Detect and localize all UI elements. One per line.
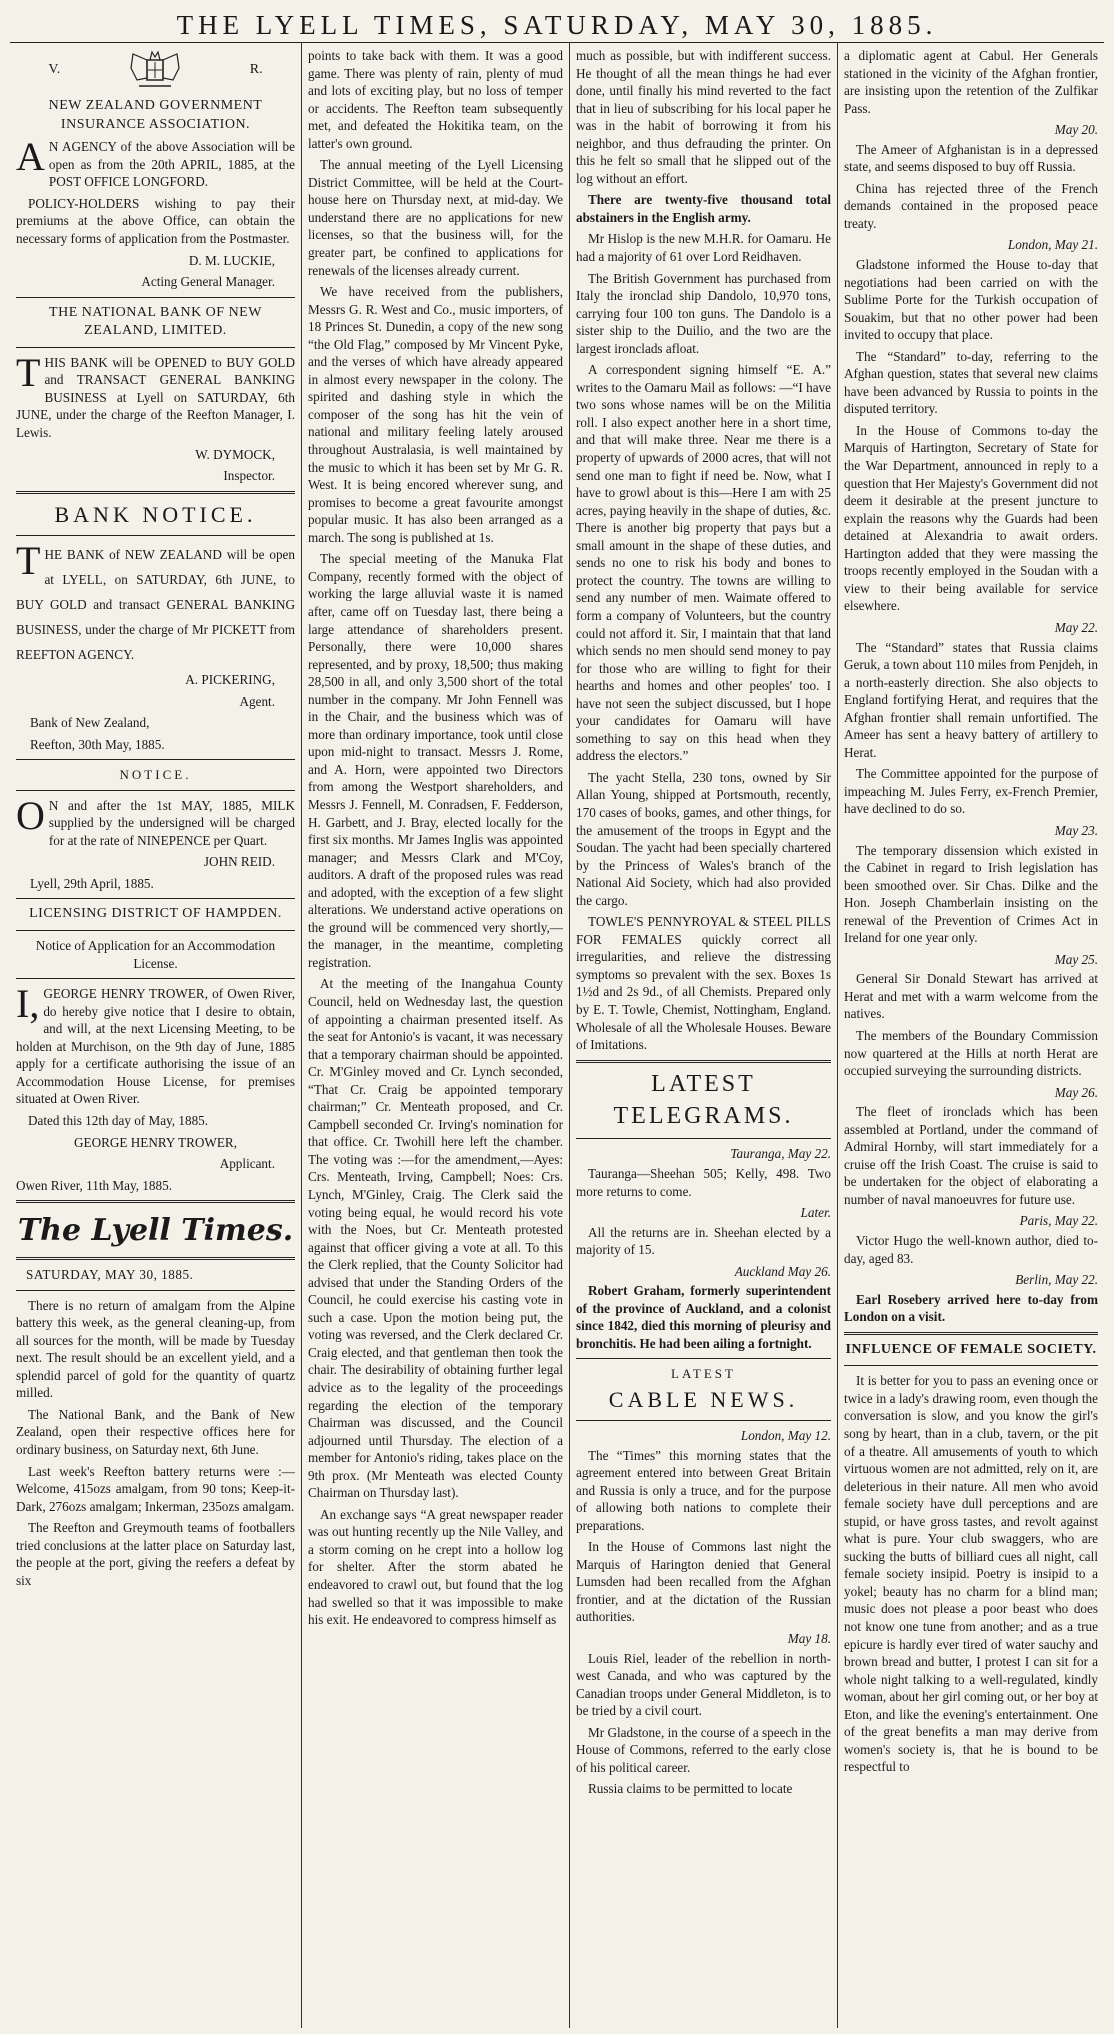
cable-text: The “Standard” states that Russia claims Geruk, a town about 110 miles from Penjdeh, in a north-easterly direction. She also objects to England fortifying Herat, and requires that the Afghan frontier shall remain unfortified. The Ameer has sent a heavy battery of artillery to Herat. <box>844 639 1098 760</box>
cable-text: The members of the Boundary Commission now quartered at the Hills at north Herat are occupied surveying the surrounding districts. <box>844 1027 1098 1079</box>
royal-crest <box>16 47 295 93</box>
telegram-text: All the returns are in. Sheehan elected by a majority of 15. <box>576 1224 831 1258</box>
insurance-signer-title: Acting General Manager. <box>141 274 275 290</box>
insurance-heading: NEW ZEALAND GOVERNMENT INSURANCE ASSOCIATION. <box>48 98 263 132</box>
divider <box>16 535 295 536</box>
news-paragraph: much as possible, but with indifferent success. He thought of all the mean things he had ever done, until finally his mind reverted to the fact that in lieu of subscribing for his local paper he was in the habit of borrowing it from his neighbor, and thus defrauding the printer. On this he felt so small that he slipped out of the log without an effort. <box>576 48 831 186</box>
licensing-text: GEORGE HENRY TROWER, of Owen River, do hereby give notice that I desire to obtain, and will, at the next Licensing Meeting, to be holden at Murchison, on the 9th day of June, 1885 apply for a certificate authorising the issue of an Accommodation House License, for premises situated at Owen River. <box>16 986 295 1107</box>
cable-text: Russia claims to be permitted to locate <box>588 1781 793 1797</box>
cable-text: Mr Gladstone, in the course of a speech in the House of Commons, referred to the early close of his political career. <box>576 1724 831 1775</box>
news-paragraph: The yacht Stella, 230 tons, owned by Sir Allan Young, shipped at Portsmouth, recently, 170 cases of books, games, and other things, for the amusement of the troops in Egypt and the Soudan. The yacht had been specially chartered by the Princess of Wales's branch of the National Aid Society, which had also provided the cargo. <box>576 769 831 908</box>
pills-advert: TOWLE'S PENNYROYAL & STEEL PILLS FOR FEMALES quickly correct all irregularities, and relieve the distressing symptoms so prevalent with the sex. Boxes 1s 1½d and 2s 9d., of all Chemists. Prepared only by E. T. Towle, Chemist, Nottingham, England. Wholesale of all the Wholesale Houses. Beware of Imitations. <box>576 914 831 1053</box>
divider <box>16 930 295 931</box>
cable-text: General Sir Donald Stewart has arrived at Herat and met with a warm welcome from the natives. <box>844 971 1098 1022</box>
divider <box>16 1257 295 1260</box>
influence-text: It is better for you to pass an evening once or twice in a lady's drawing room, even though the conversation is slow, and you know the girl's song by heart, than in a club, tavern, or the pit of a theatre. All amusements of youth to which virtuous women are not admitted, rely on it, are deleterious in their nature. All men who avoid female society have dull perceptions and are stupid, or have gross tastes, and revolt against what is pure. Your club swaggers, who are sucking the butts of billiard cues all night, call female society insipid. Poetry is insipid to a yokel; beauty has no charm for a blind man; music does not please a poor beast who does not know one tune from another; and as a true epicure is hardly ever tired of water sauchy and brown bread and butter, I protest I can sit for a whole night talking to a well-regulated, kindly woman, about her girl coming out, or her boy at Eton, and like the evening's entertainment. One of the great benefits a man may derive from women's society is, that he is bound to be respectful to <box>844 1373 1098 1775</box>
national-bank-signer-title: Inspector. <box>223 468 275 484</box>
masthead-title: THE LYELL TIMES, SATURDAY, MAY 30, 1885. <box>176 10 938 40</box>
divider <box>16 759 295 760</box>
notice-text: N and after the 1st MAY, 1885, MILK supplied by the undersigned will be charged for at the rate of NINEPENCE per Quart. <box>48 797 295 848</box>
news-paragraph: points to take back with them. It was a good game. There was plenty of rain, plenty of mud and lots of exciting play, but no loss of temper or accidents. The Reefton team subsequently met, and defeated the Hokitika team, on the latter's own ground. <box>308 48 563 151</box>
licensing-heading: LICENSING DISTRICT OF HAMPDEN. <box>29 906 282 922</box>
insurance-dropcap: A <box>16 134 45 180</box>
cable-latest-label: LATEST <box>671 1366 736 1382</box>
news-paragraph: At the meeting of the Inangahua County Council, held on Wednesday last, the question of appointing a chairman presented itself. As the seat for Antonio's is vacant, it was necessary that a temporary chairman should be appointed. Cr. M'Ginley moved and Cr. Lynch seconded, “That Cr. Craig be appointed temporary chairman;” Cr. Menteath proposed, and Cr. Campbell seconded Cr. Irving's nomination for that office. Cr. Twohill here left the chamber. The voting was :—for the amendment,—Ayes: Crs. Menteath, Irving, Campbell; Noes: Crs. Lynch, M'Ginley, Craig. The Clerk said the voting being equal, he would record his vote with the Noes, but Cr. Menteath protested against that officer giving a vote at all. To this the Clerk replied, that the County Solicitor had advised that under the Standing Orders of the Council, he could exercise his casting vote in such a case. Upon the motion being put, the voting was reversed, and the Clerk declared Cr. Craig elected, and that gentleman then took the chair. The desirability of obtaining further legal advice as to the legality of the proceedings regarding the election of the temporary Chairman was discussed, and the Council adjourned until Thursday. The election of a member for Antonio's riding, takes place on the 9th prox. (Mr Menteath was elected County Chairman on Thursday last). <box>308 976 563 1501</box>
cable-text: The Ameer of Afghanistan is in a depressed state, and seems disposed to buy off Russia. <box>844 141 1098 175</box>
cable-dateline: May 18. <box>787 1631 831 1646</box>
divider <box>16 297 295 298</box>
cable-dateline: London, May 12. <box>740 1427 831 1443</box>
column-3 <box>570 43 838 2028</box>
cable-text: Gladstone informed the House to-day that negotiations had been carried on with the Sublime Porte for the Turkish occupation of Souakim, but that no other power had been invited to occupy that place. <box>844 257 1098 343</box>
royal-coat-of-arms-icon <box>125 48 185 92</box>
divider <box>16 491 295 494</box>
national-bank-dropcap: T <box>16 349 41 395</box>
bank-notice-date: Reefton, 30th May, 1885. <box>30 736 165 752</box>
telegram-dateline: Auckland May 26. <box>734 1263 831 1279</box>
licensing-sub: Notice of Application for an Accommodation License. <box>35 938 276 971</box>
insurance-signer: D. M. LUCKIE, <box>188 252 275 268</box>
licensing-place: Owen River, 11th May, 1885. <box>16 1177 172 1193</box>
cable-dateline: May 22. <box>1054 619 1098 635</box>
bank-notice-heading: BANK NOTICE. <box>54 501 257 527</box>
influence-heading: INFLUENCE OF FEMALE SOCIETY. <box>845 1341 1097 1357</box>
cable-text: China has rejected three of the French demands contained in the proposed peace treaty. <box>844 180 1098 231</box>
news-paragraph: The annual meeting of the Lyell Licensing District Committee, will be held at the Court-house here on Thursday next, at mid-day. We understand there are no applications for new licenses, so that the business will, for the greater part, be confined to applications for renewals of the licenses already current. <box>308 157 563 278</box>
licensing-signer: GEORGE HENRY TROWER, <box>73 1134 237 1150</box>
telegram-dateline: Tauranga, May 22. <box>730 1146 831 1162</box>
cable-text: The fleet of ironclads which has been assembled at Portland, under the command of Admiral Hornby, will start immediately for a cruise off the Irish Coast. The cruise is said to be undertaken for the object of elaborating a number of naval manoeuvres for future use. <box>844 1104 1098 1207</box>
cable-dateline: May 20. <box>1054 122 1098 138</box>
news-paragraph: The British Government has purchased from Italy the ironclad ship Dandolo, 10,970 tons, carrying four 100 ton guns. The Dandolo is a sister ship to the Duilio, and the two are the largest ironclads afloat. <box>576 270 831 356</box>
divider <box>16 1200 295 1203</box>
divider <box>16 1290 295 1291</box>
licensing-dated: Dated this 12th day of May, 1885. <box>28 1113 209 1129</box>
cable-text: In the House of Commons last night the Marquis of Harington denied that General Lumsden had been recalled from the Afghan frontier, and at the dictation of the Russian authorities. <box>576 1539 831 1625</box>
cable-text: The Committee appointed for the purpose of impeaching M. Jules Ferry, ex-French Premier, have declined to do so. <box>844 766 1098 817</box>
divider <box>844 1365 1098 1366</box>
column-1 <box>10 43 302 2028</box>
divider <box>16 898 295 899</box>
editorial-paragraph: There is no return of amalgam from the Alpine battery this week, as the general cleaning-up, from all sources for the month, will be made by Tuesday next. The result should be an excellent yield, and a splendid parcel of gold for the quantity of quartz milled. <box>16 1297 295 1401</box>
notice-heading: NOTICE. <box>119 767 192 783</box>
national-bank-body <box>16 349 295 442</box>
column-4 <box>838 43 1104 2028</box>
cable-dateline: May 23. <box>1054 822 1098 838</box>
bank-notice-place: Bank of New Zealand, <box>30 715 150 731</box>
news-paragraph: A correspondent signing himself “E. A.” writes to the Oamaru Mail as follows: —“I have two sons whose names will be on the Militia roll. I also expect another here in a short time, and that will make three. Near me there is a property of upwards of 2000 acres, that will not send one man to fight if need be. Now, what I have to growl about is this—Here I am with 25 acres, paying heavily in the shape of duties, &c. There is another big property that pays but a small amount in the shape of these duties, and sends no one to risk his body and bones to protect the country. The towns are willing to send any number of men. Waimate offered to form a company of Volunteers, but the country could not afford it. Sir, I maintain that that land which sends no men should send money to pay for those who are willing to fight for their hearths and homes and other peoples' too. I have not seen the subject discussed, but I hope your candidates for Oamaru will have something to say on this head when they address the electors.” <box>576 362 831 764</box>
notice-date: Lyell, 29th April, 1885. <box>30 875 154 891</box>
national-bank-signer: W. DYMOCK, <box>195 446 275 462</box>
editorial-paragraph: The Reefton and Greymouth teams of footballers tried conclusions at the latter place on Saturday last, the people at the port, giving the reefers a defeat by six <box>16 1520 295 1588</box>
cable-text: a diplomatic agent at Cabul. Her Generals stationed in the vicinity of the Afghan frontier, are insisting upon the retention of the Zulfikar Pass. <box>844 48 1098 116</box>
telegrams-heading: LATEST TELEGRAMS. <box>613 1070 794 1129</box>
licensing-signer-title: Applicant. <box>219 1156 275 1172</box>
editorial-paragraph: The National Bank, and the Bank of New Zealand, open their respective offices here for ordinary business, on Saturday next, 6th June. <box>16 1406 295 1458</box>
notice-signer: JOHN REID. <box>203 854 275 870</box>
news-paragraph: An exchange says “A great newspaper reader was out hunting recently up the Nile Valley, and a storm coming on he crept into a hollow log for shelter. After the storm abated he endeavored to crawl out, but found that the log had swelled so that it was impossible to make his exit. He endeavored to compress himself as <box>308 1506 563 1628</box>
telegram-text: Robert Graham, formerly superintendent of the province of Auckland, and a colonist since 1842, died this morning of pleurisy and bronchitis. He had been ailing a fortnight. <box>576 1283 831 1351</box>
insurance-body <box>16 134 295 191</box>
editorial-paragraph: Last week's Reefton battery returns were :—Welcome, 415ozs amalgam, from 90 tons; Keep-it-Dark, 276ozs amalgam; Inkerman, 235ozs amalgam. <box>16 1463 295 1514</box>
news-paragraph: There are twenty-five thousand total abstainers in the English army. <box>576 192 831 225</box>
cable-text: The temporary dissension which existed in the Cabinet in regard to Irish legislation has been smoothed over. Sir Chas. Dilke and the Hon. Joseph Chamberlain insisting on the renewal of the Prevention of Crimes Act in Ireland for one year only. <box>844 842 1098 946</box>
news-paragraph: We have received from the publishers, Messrs G. R. West and Co., music importers, of 18 Princes St. Dunedin, a copy of the new song “the Old Flag,” composed by Mr Vincent Pyke, and the verses of which have already appeared in almost every newspaper in the colony. The spirited and dashing style in which the composer of the song has hit the vein of national and military feeling lately aroused throughout Australasia, is well maintained by the music to which it has been set by Mr G. R. West. It is being encored wherever sung, and promises to become a great favourite amongst popular music. It has also been arranged as a march. The song is published at 1s. <box>308 284 563 545</box>
bank-notice-body <box>16 537 295 667</box>
news-paragraph: The special meeting of the Manuka Flat Company, recently formed with the object of working the large alluvial waste it is named after, came off on Tuesday last, there being a large attendance of shareholders present. Personally, there were 10,000 shares represented, and by proxy, 18,500; thus making 28,500 in all, and only 3,500 short of the total number in the company. Mr John Fennell was in the Chair, and the business which was of more than ordinary importance, took until close upon mid-night to transact. Messrs J. Rome, and A. Horn, were appointed two Directors from among the Westport shareholders, and Messrs J. Fennell, M. Conradsen, F. Fedderson, H. Garbett, and J. Bray, elected locally for the first six months. Mr James Inglis was appointed manager; and Messrs Clark and M'Coy, auditors. A draft of the proposed rules was read and adopted, with the exception of a few slight alterations. We understand active operations on the ground will be commenced very shortly,—the manager, in the meantime, completing registration. <box>308 551 563 970</box>
telegram-dateline: Later. <box>800 1205 831 1221</box>
licensing-dropcap: I, <box>16 981 40 1027</box>
cable-dateline: May 26. <box>1054 1084 1098 1100</box>
bank-notice-text: HE BANK of NEW ZEALAND will be open at LYELL, on SATURDAY, 6th JUNE, to BUY GOLD and transact GENERAL BANKING BUSINESS, under the charge of Mr PICKETT from REEFTON AGENCY. <box>16 546 295 663</box>
cable-news-heading: CABLE NEWS. <box>608 1386 799 1412</box>
issue-dateline: SATURDAY, MAY 30, 1885. <box>26 1267 194 1283</box>
telegram-text: Tauranga—Sheehan 505; Kelly, 498. Two more returns to come. <box>576 1165 831 1199</box>
cable-dateline: Paris, May 22. <box>1019 1213 1098 1229</box>
cable-dateline: Berlin, May 22. <box>1015 1272 1098 1288</box>
notice-dropcap: O <box>16 792 45 838</box>
bank-notice-dropcap: T <box>16 537 41 583</box>
crest-left-letter: V. <box>48 61 61 77</box>
national-bank-text: HIS BANK will be OPENED to BUY GOLD and TRANSACT GENERAL BANKING BUSINESS at Lyell on SATURDAY, 6th JUNE, under the charge of the Reefton Manager, I. Lewis. <box>16 354 295 440</box>
divider <box>844 1332 1098 1335</box>
newspaper-nameplate: The Lyell Times. <box>17 1213 294 1249</box>
divider <box>576 1358 831 1359</box>
crest-right-letter: R. <box>249 61 263 77</box>
columns <box>10 43 1104 2028</box>
bank-notice-signer-title: Agent. <box>239 693 275 709</box>
cable-dateline: London, May 21. <box>1007 237 1098 253</box>
insurance-body-2: POLICY-HOLDERS wishing to pay their premiums at the above Office, can obtain the necessary forms of application from the Postmaster. <box>16 195 295 246</box>
insurance-text: N AGENCY of the above Association will be open as from the 20th APRIL, 1885, at the POST OFFICE LONGFORD. <box>48 139 295 190</box>
divider <box>16 790 295 791</box>
divider <box>16 347 295 348</box>
divider <box>576 1060 831 1063</box>
cable-text: Earl Rosebery arrived here to-day from London on a visit. <box>844 1291 1098 1325</box>
cable-text: The “Standard” to-day, referring to the Afghan question, states that several new claims have been advanced by Russia to points in the disputed territory. <box>844 348 1098 417</box>
cable-text: Louis Riel, leader of the rebellion in north-west Canada, and who was captured by the Canadian troops under General Middleton, is to be tried by a civil court. <box>576 1650 831 1719</box>
cable-text: The “Times” this morning states that the agreement entered into between Great Britain and Russia is only a truce, and for the purpose of allowing both nations to complete their preparations. <box>576 1447 831 1533</box>
column-2 <box>302 43 570 2028</box>
divider <box>576 1138 831 1139</box>
licensing-body <box>16 981 295 1108</box>
bank-notice-signer: A. PICKERING, <box>185 672 275 688</box>
cable-text: In the House of Commons to-day the Marquis of Hartington, Secretary of State for the War Department, announced in reply to a question that Her Majesty's Government did not deem it desirable at the present juncture to explain the reasons why the Guards had been detained at Alexandria to await orders. Hartington added that they were massing the troops recently employed in the Soudan with a view to their being available for service elsewhere. <box>844 422 1098 614</box>
cable-text: Victor Hugo the well-known author, died to-day, aged 83. <box>844 1233 1098 1266</box>
national-bank-heading: THE NATIONAL BANK OF NEW ZEALAND, LIMITED. <box>49 304 262 339</box>
divider <box>576 1420 831 1421</box>
news-paragraph: Mr Hislop is the new M.H.R. for Oamaru. He had a majority of 61 over Lord Reidhaven. <box>576 231 831 265</box>
divider <box>16 978 295 979</box>
cable-dateline: May 25. <box>1054 951 1098 967</box>
notice-body <box>16 792 295 850</box>
